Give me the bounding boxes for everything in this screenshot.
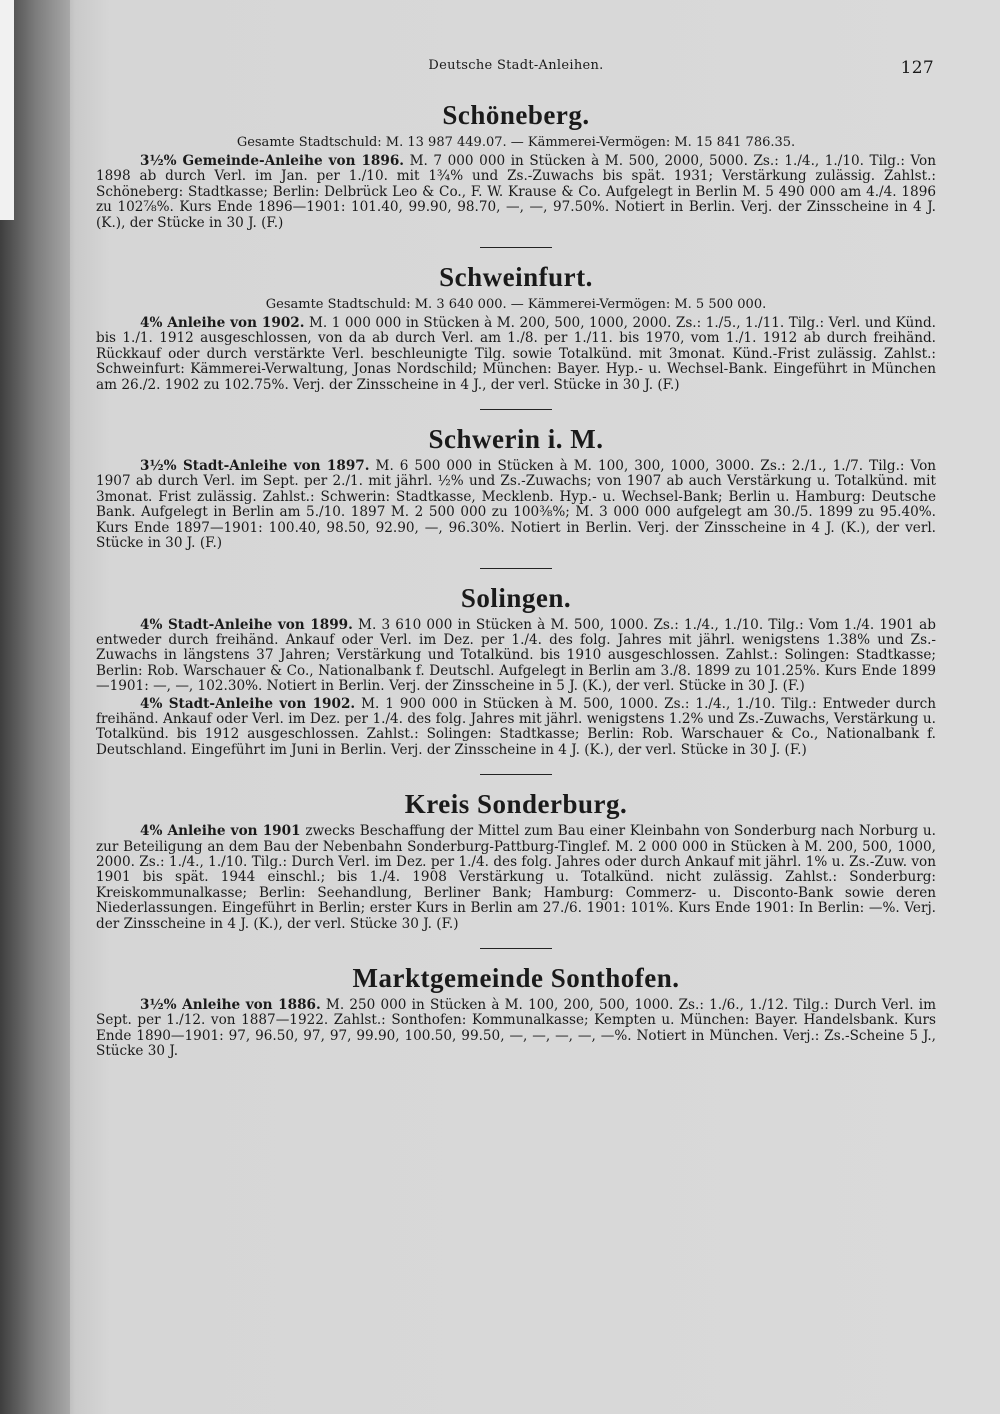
section-divider <box>480 247 552 248</box>
running-title: Deutsche Stadt-Anleihen. <box>428 58 604 73</box>
debt-summary: Gesamte Stadtschuld: M. 3 640 000. — Kämmerei-Vermögen: M. 5 500 000. <box>265 297 767 313</box>
bond-heading: 4% Anleihe von 1901 <box>140 823 301 840</box>
bond-details: M. 3 610 000 in Stücken à M. 500, 1000. Zs.: 1./4., 1./10. Tilg.: Vom 1./4. 1901 ab entweder durch freihänd. Ankauf oder Verl. im Dez. per 1./4. des folg. Jahres mit jährl. wenigstens 1.38% und Zs.-Zuwachs in längstens 37 Jahren; Verstärkung und Totalkünd. bis 1910 ausgeschlossen. Zahlst.: Solingen: Stadtkasse; Berlin: Rob. Warschauer & Co., Nationalbank f. Deutschl. Aufgelegt in Berlin am 3./8. 1899 zu 101.25%. Kurs Ende 1899—1901: —, —, 102.30%. Notiert in Berlin. Verj. der Zinsscheine in 5 J. (K.), der verl. Stücke in 30 J. (F.) <box>96 616 936 695</box>
bond-entry <box>96 824 936 932</box>
section-divider <box>480 409 552 410</box>
bond-details: M. 6 500 000 in Stücken à M. 100, 300, 1000, 3000. Zs.: 2./1., 1./7. Tilg.: Von 1907 ab durch Verl. im Sept. per 2./1. mit jährl. ½% und Zs.-Zuwachs; von 1907 ab auch Verstärkung u. Totalkünd. mit 3monat. Frist zulässig. Zahlst.: Schwerin: Stadtkasse, Mecklenb. Hyp.- u. Wechsel-Bank; Berlin u. Hamburg: Deutsche Bank. Aufgelegt in Berlin am 5./10. 1897 M. 2 500 000 zu 100⅜%; M. 3 000 000 aufgelegt am 30./5. 1899 zu 95.40%. Kurs Ende 1897—1901: 100.40, 98.50, 92.90, —, 96.30%. Notiert in Berlin. Verj. der Zinsscheine in 4 J. (K.), der verl. Stücke in 30 J. (F.) <box>96 458 937 552</box>
bond-details: M. 250 000 in Stücken à M. 100, 200, 500, 1000. Zs.: 1./6., 1./12. Tilg.: Durch Verl. im Sept. per 1./12. von 1887—1922. Zahlst.: Sonthofen: Kommunalkasse; Kempten u. München: Bayer. Handelsbank. Kurs Ende 1890—1901: 97, 96.50, 97, 97, 99.90, 100.50, 99.50, —, —, —, —, —%. Notiert in München. Verj.: Zs.-Scheine 5 J., Stücke 30 J. <box>96 997 936 1060</box>
page-binding-edge <box>0 0 70 1414</box>
bond-entry <box>96 697 936 759</box>
running-header <box>96 58 936 86</box>
bond-entry <box>96 618 936 695</box>
bond-heading: 4% Anleihe von 1902. <box>140 315 305 332</box>
section-schoeneberg <box>96 100 936 248</box>
bond-entry <box>96 998 936 1060</box>
bond-entry <box>96 154 936 231</box>
bond-heading: 3½% Gemeinde-Anleihe von 1896. <box>140 153 405 169</box>
section-sonthofen <box>96 963 936 1060</box>
bond-heading: 3½% Stadt-Anleihe von 1897. <box>140 458 370 475</box>
section-divider <box>480 948 552 949</box>
section-divider <box>480 568 552 569</box>
bond-details: M. 1 000 000 in Stücken à M. 200, 500, 1000, 2000. Zs.: 1./5., 1./11. Tilg.: Verl. und Künd. bis 1./1. 1912 ausgeschlossen, von da ab durch Verl. am 1./8. per 1./11. bis 1970, vom 1./1. 1912 ab durch freihänd. Rückkauf oder durch verstärkte Verl. beschleunigte Tilg. sowie Totalkünd. mit 3monat. Künd.-Frist zulässig. Zahlst.: Schweinfurt: Kämmerei-Verwaltung, Jonas Nordschild; München: Bayer. Hyp.- u. Wechsel-Bank. Eingeführt in München am 26./2. 1902 zu 102.75%. Verj. der Zinsscheine in 4 J., der verl. Stücke in 30 J. (F.) <box>96 315 936 393</box>
section-schwerin <box>96 424 936 568</box>
bond-details: M. 1 900 000 in Stücken à M. 500, 1000. Zs.: 1./4., 1./10. Tilg.: Entweder durch freihänd. Ankauf oder Verl. im Dez. per 1./4. des folg. Jahres mit jährl. wenigstens 1.2% und Zs.-Zuwachs, Verstärkung u. Totalkünd. bis 1912 ausgeschlossen. Zahlst.: Solingen: Stadtkasse; Berlin: Rob. Warschauer & Co., Nationalbank f. Deutschland. Eingeführt im Juni in Berlin. Verj. der Zinsscheine in 4 J. (K.), der verl. Stücke in 30 J. (F.) <box>96 695 936 758</box>
binding-highlight <box>0 0 14 220</box>
section-sonderburg <box>96 789 936 949</box>
bond-heading: 4% Stadt-Anleihe von 1899. <box>140 616 353 633</box>
bond-heading: 3½% Anleihe von 1886. <box>140 997 321 1013</box>
section-title: Solingen. <box>460 582 572 613</box>
page-number: 127 <box>900 58 934 78</box>
section-title: Kreis Sonderburg. <box>404 789 628 820</box>
section-schweinfurt <box>96 262 936 410</box>
section-title: Marktgemeinde Sonthofen. <box>352 963 680 993</box>
bond-details: M. 7 000 000 in Stücken à M. 500, 2000, 5000. Zs.: 1./4., 1./10. Tilg.: Von 1898 ab durch Verl. im Jan. per 1./10. mit 1¾% und Zs.-Zuwachs bis spät. 1931; Verstärkung zulässig. Zahlst.: Schöneberg: Stadtkasse; Berlin: Delbrück Leo & Co., F. W. Krause & Co. Aufgelegt in Berlin M. 5 490 000 am 4./4. 1896 zu 102⅞%. Kurs Ende 1896—1901: 101.40, 99.90, 98.70, —, —, 97.50%. Notiert in Berlin. Verj. der Zinsscheine in 4 J. (K.), der Stücke in 30 J. (F.) <box>96 153 936 231</box>
section-divider <box>480 774 552 775</box>
bond-details: zwecks Beschaffung der Mittel zum Bau einer Kleinbahn von Sonderburg nach Norburg u. zur Beteiligung an dem Bau der Nebenbahn Sonderburg-Pattburg-Tinglef. M. 2 000 000 in Stücken à M. 200, 500, 1000, 2000. Zs.: 1./4., 1./10. Tilg.: Durch Verl. im Dez. per 1./4. des folg. Jahres oder durch Ankauf mit jährl. 1% u. Zs.-Zuw. von 1901 bis spät. 1944 einschl.; bis 1./4. 1908 Verstärkung u. Totalkünd. nicht zulässig. Zahlst.: Sonderburg: Kreiskommunalkasse; Berlin: Seehandlung, Berliner Bank; Hamburg: Commerz- u. Disconto-Bank sowie deren Niederlassungen. Eingeführt in Berlin; erster Kurs in Berlin am 27./6. 1901: 101%. Kurs Ende 1901: In Berlin: —%. Verj. der Zinsscheine in 4 J. (K.), der verl. Stücke 30 J. (F.) <box>96 823 936 932</box>
bond-entry <box>96 316 936 393</box>
section-title: Schwerin i. M. <box>428 424 604 455</box>
section-title: Schöneberg. <box>442 100 590 130</box>
debt-summary: Gesamte Stadtschuld: M. 13 987 449.07. — Kämmerei-Vermögen: M. 15 841 786.35. <box>236 135 796 150</box>
bond-entry <box>96 459 936 551</box>
page-content <box>96 58 936 1062</box>
section-title: Schweinfurt. <box>439 262 593 293</box>
section-solingen <box>96 583 936 776</box>
bond-heading: 4% Stadt-Anleihe von 1902. <box>140 695 356 712</box>
